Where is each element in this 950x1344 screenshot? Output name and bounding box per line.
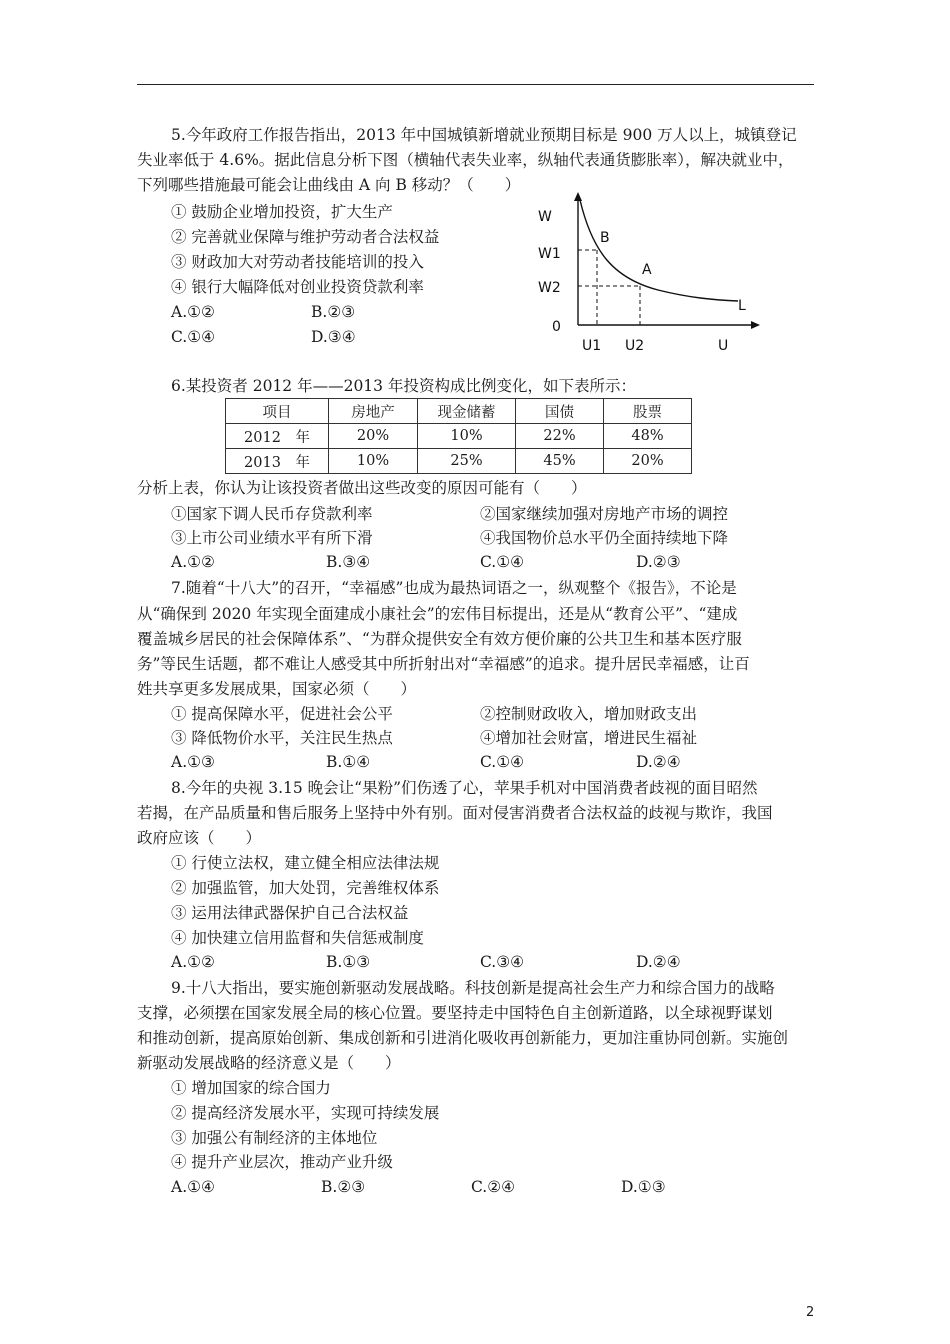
q8-option-3: ③ 运用法律武器保护自己合法权益 bbox=[171, 904, 409, 922]
q9-option-4: ④ 提升产业层次，推动产业升级 bbox=[171, 1153, 393, 1171]
q7-line-2: 从“确保到 2020 年实现全面建成小康社会”的宏伟目标提出，还是从“教育公平”、“建成 bbox=[137, 605, 738, 623]
q6-option-3: ③上市公司业绩水平有所下滑 bbox=[171, 529, 373, 547]
table-header-row bbox=[226, 399, 692, 424]
investment-table bbox=[225, 398, 692, 474]
curve-l-label: L bbox=[738, 298, 746, 314]
q9-line-4: 新驱动发展战略的经济意义是（ ） bbox=[137, 1054, 401, 1072]
q7-option-2: ②控制财政收入，增加财政支出 bbox=[480, 705, 698, 723]
origin-label: 0 bbox=[552, 319, 561, 335]
table-header-cell: 房地产 bbox=[329, 399, 418, 424]
q6-question: 分析上表，你认为让该投资者做出这些改变的原因可能有（ ） bbox=[137, 479, 587, 497]
table-cell: 48% bbox=[604, 424, 692, 449]
q8-line-3: 政府应该（ ） bbox=[137, 829, 262, 847]
table-header-cell: 现金储蓄 bbox=[418, 399, 516, 424]
q6-answer-a: A.①② bbox=[171, 553, 215, 571]
q9-answer-c: C.②④ bbox=[471, 1178, 516, 1196]
q8-answer-c: C.③④ bbox=[480, 953, 525, 971]
q5-option-3: ③ 财政加大对劳动者技能培训的投入 bbox=[171, 253, 424, 271]
q6-intro: 6.某投资者 2012 年——2013 年投资构成比例变化，如下表所示： bbox=[171, 377, 636, 395]
x-axis-label: U bbox=[718, 338, 729, 354]
q5-line-3: 下列哪些措施最可能会让曲线由 A 向 B 移动？（ ） bbox=[137, 176, 521, 194]
q7-answer-c: C.①④ bbox=[480, 753, 525, 771]
point-b-label: B bbox=[600, 230, 610, 246]
table-cell: 10% bbox=[329, 449, 418, 474]
q8-option-4: ④ 加快建立信用监督和失信惩戒制度 bbox=[171, 929, 424, 947]
q8-line-1: 8.今年的央视 3.15 晚会让“果粉”们伤透了心，苹果手机对中国消费者歧视的面目昭然 bbox=[171, 779, 758, 797]
x-tick-u2: U2 bbox=[625, 338, 645, 354]
q5-line-2: 失业率低于 4.6%。据此信息分析下图（横轴代表失业率，纵轴代表通货膨胀率），解决就业中， bbox=[137, 151, 794, 169]
q8-option-2: ② 加强监管，加大处罚，完善维权体系 bbox=[171, 879, 440, 897]
point-a-label: A bbox=[642, 262, 652, 278]
table-cell: 2012 年 bbox=[226, 424, 329, 449]
q9-option-3: ③ 加强公有制经济的主体地位 bbox=[171, 1129, 378, 1147]
y-tick-w2: W2 bbox=[538, 280, 561, 296]
curve-l bbox=[580, 200, 738, 301]
q8-answer-b: B.①③ bbox=[326, 953, 371, 971]
q6-option-1: ①国家下调人民币存贷款利率 bbox=[171, 505, 373, 523]
q8-option-1: ① 行使立法权，建立健全相应法律法规 bbox=[171, 854, 440, 872]
q7-answer-b: B.①④ bbox=[326, 753, 371, 771]
q8-answer-d: D.②④ bbox=[636, 953, 681, 971]
table-header-cell: 国债 bbox=[516, 399, 604, 424]
table-cell: 25% bbox=[418, 449, 516, 474]
q9-option-2: ② 提高经济发展水平，实现可持续发展 bbox=[171, 1104, 440, 1122]
q9-answer-d: D.①③ bbox=[621, 1178, 666, 1196]
table-cell: 22% bbox=[516, 424, 604, 449]
q6-option-4: ④我国物价总水平仍全面持续地下降 bbox=[480, 529, 729, 547]
page-number: 2 bbox=[806, 1305, 815, 1320]
q6-answer-b: B.③④ bbox=[326, 553, 371, 571]
header-rule bbox=[137, 84, 814, 85]
table-row bbox=[226, 424, 692, 449]
q8-answer-a: A.①② bbox=[171, 953, 215, 971]
table-header-cell: 项目 bbox=[226, 399, 329, 424]
q7-line-5: 姓共享更多发展成果，国家必须（ ） bbox=[137, 680, 417, 698]
q5-answer-a: A.①② bbox=[171, 303, 215, 321]
q5-option-1: ① 鼓励企业增加投资，扩大生产 bbox=[171, 203, 393, 221]
q7-option-3: ③ 降低物价水平，关注民生热点 bbox=[171, 729, 393, 747]
y-axis-label: W bbox=[538, 209, 552, 225]
q6-option-2: ②国家继续加强对房地产市场的调控 bbox=[480, 505, 729, 523]
table-cell: 10% bbox=[418, 424, 516, 449]
q7-option-4: ④增加社会财富，增进民生福祉 bbox=[480, 729, 698, 747]
q5-option-2: ② 完善就业保障与维护劳动者合法权益 bbox=[171, 228, 440, 246]
table-cell: 20% bbox=[329, 424, 418, 449]
q9-option-1: ① 增加国家的综合国力 bbox=[171, 1079, 331, 1097]
q5-answer-d: D.③④ bbox=[311, 328, 356, 346]
q9-line-3: 和推动创新，提高原始创新、集成创新和引进消化吸收再创新能力，更加注重协同创新。实施创 bbox=[137, 1029, 789, 1047]
q7-line-4: 务”等民生话题，都不难让人感受其中所折射出对“幸福感”的追求。提升居民幸福感，让百 bbox=[137, 655, 750, 673]
table-cell: 45% bbox=[516, 449, 604, 474]
q8-line-2: 若揭，在产品质量和售后服务上坚持中外有别。面对侵害消费者合法权益的歧视与欺诈，我国 bbox=[137, 804, 773, 822]
table-header-cell: 股票 bbox=[604, 399, 692, 424]
y-tick-w1: W1 bbox=[538, 246, 561, 262]
q7-answer-d: D.②④ bbox=[636, 753, 681, 771]
q9-answer-a: A.①④ bbox=[171, 1178, 215, 1196]
q6-answer-c: C.①④ bbox=[480, 553, 525, 571]
q5-line-1: 5.今年政府工作报告指出，2013 年中国城镇新增就业预期目标是 900 万人以上，城镇登记 bbox=[171, 126, 797, 144]
q7-answer-a: A.①③ bbox=[171, 753, 215, 771]
table-row bbox=[226, 449, 692, 474]
x-axis-arrow bbox=[751, 321, 760, 329]
q7-line-3: 覆盖城乡居民的社会保障体系”、“为群众提供安全有效方便价廉的公共卫生和基本医疗服 bbox=[137, 630, 742, 648]
q6-answer-d: D.②③ bbox=[636, 553, 681, 571]
q9-line-2: 支撑，必须摆在国家发展全局的核心位置。要坚持走中国特色自主创新道路，以全球视野谋划 bbox=[137, 1004, 773, 1022]
unemployment-inflation-chart bbox=[530, 190, 770, 360]
q9-line-1: 9.十八大指出，要实施创新驱动发展战略。科技创新是提高社会生产力和综合国力的战略 bbox=[171, 979, 775, 997]
x-tick-u1: U1 bbox=[582, 338, 602, 354]
q9-answer-b: B.②③ bbox=[321, 1178, 366, 1196]
q7-option-1: ① 提高保障水平，促进社会公平 bbox=[171, 705, 393, 723]
q5-answer-c: C.①④ bbox=[171, 328, 216, 346]
q5-option-4: ④ 银行大幅降低对创业投资贷款利率 bbox=[171, 278, 424, 296]
q7-line-1: 7.随着“十八大”的召开，“幸福感”也成为最热词语之一，纵观整个《报告》，不论是 bbox=[171, 579, 737, 597]
table-cell: 2013 年 bbox=[226, 449, 329, 474]
y-axis-arrow bbox=[574, 192, 582, 201]
q5-answer-b: B.②③ bbox=[311, 303, 356, 321]
table-cell: 20% bbox=[604, 449, 692, 474]
